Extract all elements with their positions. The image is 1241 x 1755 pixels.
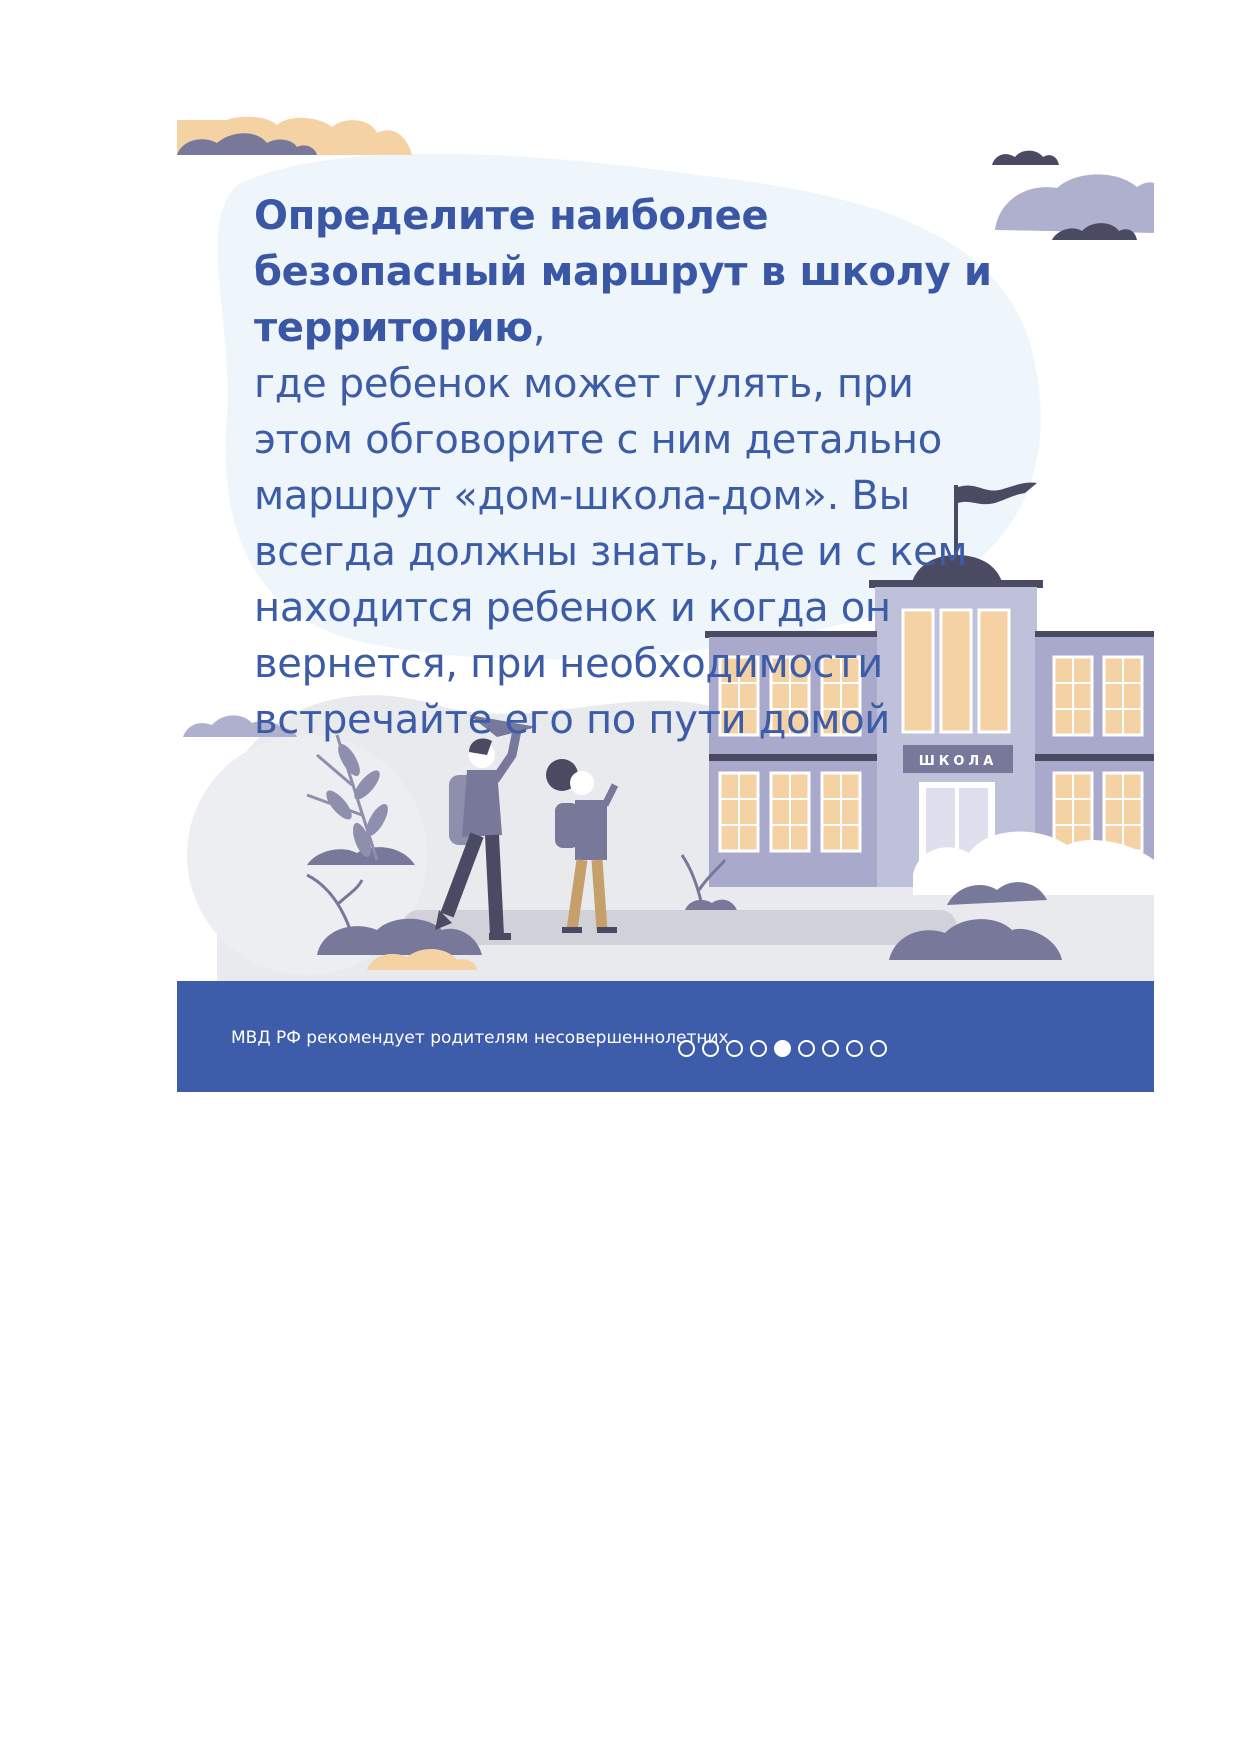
pagination-dot-active[interactable] (774, 1040, 791, 1057)
walkway (402, 910, 957, 945)
pagination-dot[interactable] (798, 1040, 815, 1057)
pagination-dots (678, 1040, 887, 1057)
pagination-dot[interactable] (846, 1040, 863, 1057)
pagination-dot[interactable] (726, 1040, 743, 1057)
pagination-dot[interactable] (678, 1040, 695, 1057)
school-right-roof (1035, 631, 1154, 638)
pagination-dot[interactable] (702, 1040, 719, 1057)
footer-caption: МВД РФ рекомендует родителям несовершеннолетних (231, 1028, 729, 1048)
cloud-dark-small (992, 151, 1059, 165)
heading-comma: , (532, 305, 546, 351)
pagination-dot[interactable] (750, 1040, 767, 1057)
floor-band-left (709, 754, 877, 761)
pagination-dot[interactable] (870, 1040, 887, 1057)
school-sign-text: ШКОЛА (918, 754, 998, 769)
pagination-dot[interactable] (822, 1040, 839, 1057)
heading-bold: Определите наиболее безопасный маршрут в школу и территорию (254, 193, 992, 351)
cloud-light-right (995, 174, 1154, 233)
body-text: где ребенок может гулять, при этом обговорите с ним детально маршрут «дом-школа-дом». Вы всегда должны знать, где и с кем находится ребенок и когда он вернется, при необходимости встречайте его по пути домой (254, 361, 968, 743)
footer-bar (177, 981, 1154, 1092)
main-message (254, 188, 1014, 748)
info-card (177, 115, 1154, 1092)
floor-band-right (1035, 754, 1154, 761)
